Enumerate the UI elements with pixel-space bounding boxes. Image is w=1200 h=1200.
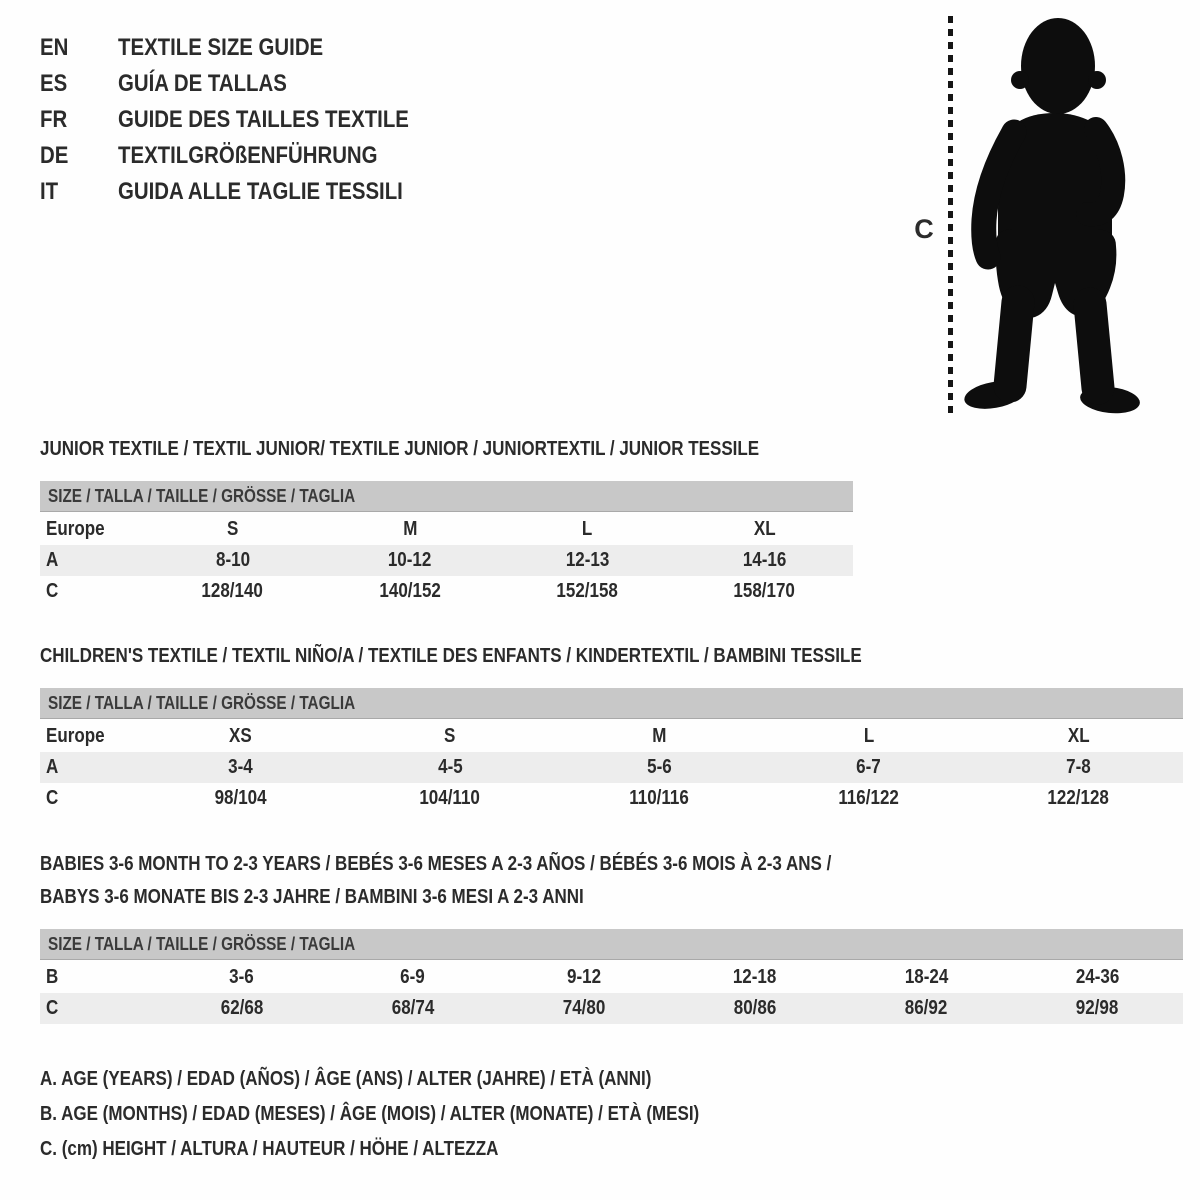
size-value: 158/170 <box>733 580 796 602</box>
legend-age-months: B. AGE (MONTHS) / EDAD (MESES) / ÂGE (MOIS) / ALTER (MONATE) / ETÀ (MESI) <box>40 1103 700 1125</box>
size-value-row <box>40 783 1183 814</box>
babies-size-table <box>40 962 1183 1024</box>
size-value: 62/68 <box>220 997 263 1019</box>
size-value: 74/80 <box>562 997 606 1019</box>
size-value: 8-10 <box>215 549 250 571</box>
size-header-text: SIZE / TALLA / TAILLE / GRÖSSE / TAGLIA <box>48 485 356 506</box>
section-babies-textile <box>40 848 1183 1024</box>
toddler-silhouette-icon <box>960 14 1140 418</box>
language-row <box>40 30 460 66</box>
measure-letter: A <box>46 549 59 571</box>
guide-title: GUIDA ALLE TAGLIE TESSILI <box>118 178 403 205</box>
size-value: 3-6 <box>229 966 254 988</box>
size-value: 18-24 <box>904 966 948 988</box>
size-label: L <box>581 518 593 540</box>
legend-age-years: A. AGE (YEARS) / EDAD (AÑOS) / ÂGE (ANS) / ALTER (JAHRE) / ETÀ (ANNI) <box>40 1068 652 1090</box>
height-measure-dashed-line <box>948 16 953 416</box>
measure-legend <box>40 1062 816 1167</box>
size-label: S <box>444 725 456 747</box>
size-value: 12-18 <box>733 966 777 988</box>
section-children-textile <box>40 640 1183 814</box>
measure-letter: A <box>46 756 59 778</box>
size-value: 86/92 <box>904 997 948 1019</box>
size-label: M <box>652 725 667 747</box>
size-value: 14-16 <box>742 549 787 571</box>
size-header-bar <box>40 688 1183 719</box>
size-value: 152/158 <box>556 580 618 602</box>
language-row <box>40 102 460 138</box>
section-title: CHILDREN'S TEXTILE / TEXTIL NIÑO/A / TEXTILE DES ENFANTS / KINDERTEXTIL / BAMBINI TESSILE <box>40 645 862 667</box>
region-label: Europe <box>46 725 105 747</box>
size-value: 140/152 <box>379 580 441 602</box>
language-code: FR <box>40 106 68 133</box>
language-code: EN <box>40 34 69 61</box>
size-value: 3-4 <box>228 756 253 778</box>
size-header-text: SIZE / TALLA / TAILLE / GRÖSSE / TAGLIA <box>48 933 356 954</box>
size-label: XL <box>753 518 776 540</box>
language-code: IT <box>40 178 59 205</box>
size-value: 9-12 <box>566 966 601 988</box>
legend-height-cm: C. (cm) HEIGHT / ALTURA / HAUTEUR / HÖHE / ALTEZZA <box>40 1138 499 1160</box>
size-value: 98/104 <box>214 787 267 809</box>
size-value: 7-8 <box>1065 756 1091 778</box>
size-value: 80/86 <box>733 997 777 1019</box>
size-value: 110/116 <box>629 787 690 809</box>
guide-title: GUÍA DE TALLAS <box>118 70 287 97</box>
measure-letter: C <box>46 580 59 602</box>
section-title-line2: BABYS 3-6 MONATE BIS 2-3 JAHRE / BAMBINI 3-6 MESI A 2-3 ANNI <box>40 886 584 908</box>
section-title: JUNIOR TEXTILE / TEXTIL JUNIOR/ TEXTILE JUNIOR / JUNIORTEXTIL / JUNIOR TESSILE <box>40 438 760 460</box>
size-value: 122/128 <box>1047 787 1109 809</box>
language-row <box>40 66 460 102</box>
size-value: 104/110 <box>419 787 481 809</box>
size-value-row <box>40 962 1183 993</box>
size-label: XS <box>229 725 253 747</box>
size-value-row <box>40 993 1183 1024</box>
measure-letter: C <box>46 787 59 809</box>
measure-letter: B <box>46 966 59 988</box>
junior-size-table <box>40 514 853 607</box>
language-code: DE <box>40 142 69 169</box>
measure-letter: C <box>46 997 59 1019</box>
size-header-bar <box>40 481 853 512</box>
height-measure-label: C <box>914 214 934 244</box>
section-junior-textile <box>40 433 853 607</box>
size-value-row <box>40 545 853 576</box>
size-value: 5-6 <box>647 756 672 778</box>
size-value: 12-13 <box>565 549 609 571</box>
size-value-row <box>40 576 853 607</box>
size-value: 24-36 <box>1075 966 1120 988</box>
size-value: 6-9 <box>400 966 426 988</box>
guide-title: GUIDE DES TAILLES TEXTILE <box>118 106 409 133</box>
size-column-header-row <box>40 721 1183 752</box>
language-row <box>40 138 460 174</box>
size-value-row <box>40 752 1183 783</box>
size-label: XL <box>1067 725 1090 747</box>
children-size-table <box>40 721 1183 814</box>
size-value: 4-5 <box>437 756 463 778</box>
size-value: 10-12 <box>388 549 432 571</box>
size-label: M <box>402 518 417 540</box>
guide-title: TEXTILGRÖßENFÜHRUNG <box>118 142 378 169</box>
size-column-header-row <box>40 514 853 545</box>
size-value: 128/140 <box>201 580 264 602</box>
size-label: S <box>226 518 239 540</box>
language-code: ES <box>40 70 68 97</box>
size-value: 116/122 <box>838 787 900 809</box>
size-header-text: SIZE / TALLA / TAILLE / GRÖSSE / TAGLIA <box>48 692 356 713</box>
language-title-list <box>40 30 460 210</box>
size-value: 92/98 <box>1076 997 1119 1019</box>
guide-title: TEXTILE SIZE GUIDE <box>118 34 324 61</box>
size-label: L <box>863 725 875 747</box>
region-label: Europe <box>46 518 105 540</box>
section-title: BABIES 3-6 MONTH TO 2-3 YEARS / BEBÉS 3-6 MESES A 2-3 AÑOS / BÉBÉS 3-6 MOIS À 2-3 ANS / <box>40 853 832 875</box>
size-value: 68/74 <box>391 997 435 1019</box>
size-header-bar <box>40 929 1183 960</box>
language-row <box>40 174 460 210</box>
size-value: 6-7 <box>856 756 882 778</box>
